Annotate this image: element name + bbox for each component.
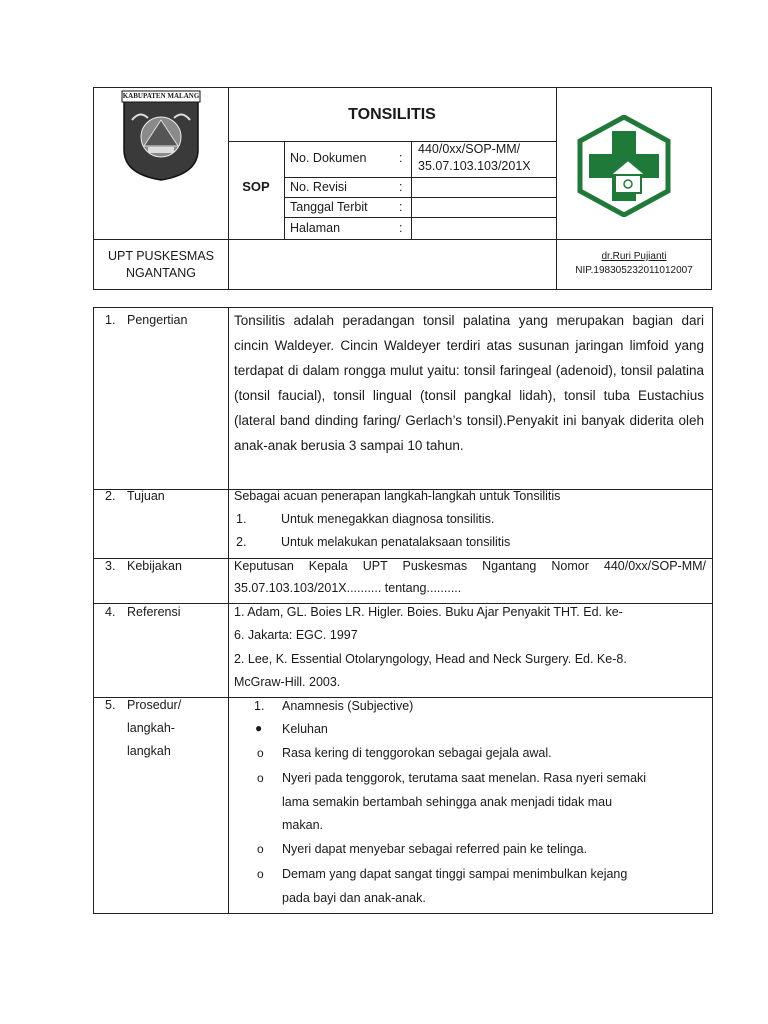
field-separator: : [399,151,403,165]
section-label-referensi: Referensi [127,605,181,619]
tujuan-item-number: 1. [236,512,247,526]
header-divider [284,177,556,178]
regency-crest-icon [118,90,204,182]
section-label-pengertian: Pengertian [127,313,188,327]
org-name-line2: NGANTANG [126,266,196,280]
header-divider [284,197,556,198]
referensi-line: 6. Jakarta: EGC. 1997 [234,628,358,642]
procedure-sub-item: lama semakin bertambah sehingga anak menjadi tidak mau [282,795,613,809]
tujuan-item-text: Untuk menegakkan diagnosa tonsilitis. [281,512,495,526]
field-label-halaman: Halaman [290,221,341,235]
section-number: 2. [105,489,116,503]
tujuan-intro: Sebagai acuan penerapan langkah-langkah untuk Tonsilitis [234,489,561,503]
field-value-no-dokumen-line1: 440/0xx/SOP-MM/ [418,142,521,156]
bullet-circle-icon: o [257,842,264,856]
bullet-circle-icon: o [257,867,264,881]
kebijakan-line1: Keputusan Kepala UPT Puskesmas Ngantang Nomor 440/0xx/SOP-MM/ [234,559,706,573]
field-value-no-dokumen-line2: 35.07.103.103/201X [418,159,531,173]
header-divider [284,217,556,218]
referensi-line: McGraw-Hill. 2003. [234,675,341,689]
section-label-prosedur: Prosedur/ [127,698,182,712]
signer-nip: NIP.198305232011012007 [575,265,693,276]
tujuan-item-text: Untuk melakukan penatalaksaan tonsilitis [281,535,511,549]
procedure-step-text: Anamnesis (Subjective) [282,699,414,713]
section-label-kebijakan: Kebijakan [127,559,182,573]
puskesmas-cross-logo-icon [576,115,672,217]
procedure-bullet-text: Keluhan [282,722,328,736]
section-label-tujuan: Tujuan [127,489,165,503]
referensi-line: 2. Lee, K. Essential Otolaryngology, Head and Neck Surgery. Ed. Ke-8. [234,652,627,666]
procedure-sub-item: pada bayi dan anak-anak. [282,891,426,905]
procedure-sub-item: makan. [282,818,323,832]
section-number: 5. [105,698,116,712]
sop-header-table [93,87,712,290]
section-number: 1. [105,313,116,327]
header-divider [284,141,285,239]
section-number: 3. [105,559,116,573]
regency-label: KABUPATEN MALANG [122,92,200,100]
referensi-line: 1. Adam, GL. Boies LR. Higler. Boies. Buku Ajar Penyakit THT. Ed. ke- [234,605,623,619]
section-label-prosedur: langkah- [127,721,175,735]
document-title: TONSILITIS [348,106,436,123]
section-number: 4. [105,605,116,619]
procedure-sub-item: Nyeri dapat menyebar sebagai referred pain ke telinga. [282,842,588,856]
header-divider [94,239,711,240]
sop-content-table [93,307,713,914]
field-separator: : [399,221,403,235]
procedure-sub-item: Rasa kering di tenggorokan sebagai gejala awal. [282,746,552,760]
kebijakan-line2: 35.07.103.103/201X.......... tentang.......... [234,581,462,595]
bullet-circle-icon: o [257,771,264,785]
field-label-no-dokumen: No. Dokumen [290,151,367,165]
procedure-sub-item: Demam yang dapat sangat tinggi sampai menimbulkan kejang [282,867,628,881]
signer-name: dr.Ruri Pujianti [601,251,667,262]
procedure-step-number: 1. [254,699,265,713]
field-separator: : [399,200,403,214]
field-label-tanggal-terbit: Tanggal Terbit [290,200,368,214]
bullet-dot-icon: ● [255,721,263,735]
bullet-circle-icon: o [257,746,264,760]
table-divider [228,308,229,914]
header-divider [411,141,412,239]
procedure-sub-item: Nyeri pada tenggorok, terutama saat menelan. Rasa nyeri semaki [282,771,647,785]
tujuan-item-number: 2. [236,535,247,549]
sop-label: SOP [242,179,270,194]
org-name-line1: UPT PUSKESMAS [107,249,215,263]
field-separator: : [399,180,403,194]
pengertian-text: Tonsilitis adalah peradangan tonsil palatina yang merupakan bagian dari cincin Waldeyer. Cincin Waldeyer terdiri atas susunan jaringan limfoid yang terdapat di dalam rongga mulut yaitu: tonsil faringeal (adenoid), tonsil palatina (tonsil faucial), tonsil lingual (tonsil pangkal lidah), tonsil tuba Eustachius (lateral band dinding faring/ Gerlach’s tonsil).Penyakit ini banyak diderita oleh anak-anak berusia 3 sampai 10 tahun. [234,313,704,453]
field-label-no-revisi: No. Revisi [290,180,347,194]
section-label-prosedur: langkah [127,744,171,758]
